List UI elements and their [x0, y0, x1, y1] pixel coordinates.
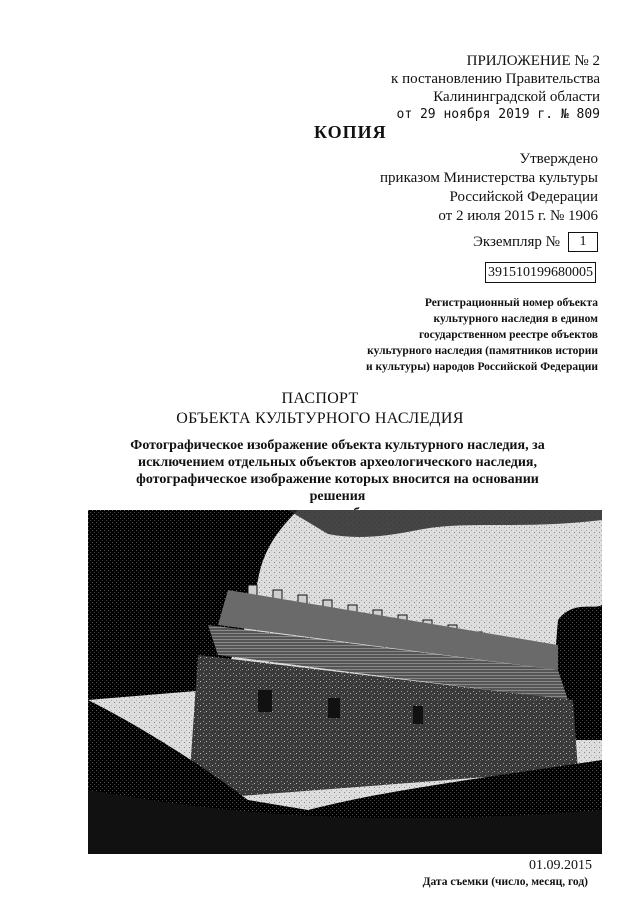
- registration-number-box: 391510199680005: [485, 262, 596, 283]
- appendix-line-2: к постановлению Правительства: [391, 71, 600, 87]
- approval-line-4: от 2 июля 2015 г. № 1906: [438, 208, 598, 224]
- registration-label-line-2: культурного наследия в едином: [433, 313, 598, 325]
- document-title: [0, 389, 640, 429]
- document-title-line-1: ПАСПОРТ: [281, 390, 359, 407]
- appendix-date-line: от 29 ноября 2019 г. № 809: [396, 107, 600, 122]
- photo-description-line-2: исключением отдельных объектов археологического наследия,: [138, 455, 537, 470]
- registration-label-line-5: и культуры) народов Российской Федерации: [366, 361, 598, 373]
- document-title-line-2: ОБЪЕКТА КУЛЬТУРНОГО НАСЛЕДИЯ: [176, 410, 464, 427]
- approval-block: [268, 150, 598, 226]
- appendix-title: ПРИЛОЖЕНИЕ № 2: [466, 53, 600, 69]
- photo-date-label: Дата съемки (число, месяц, год): [422, 876, 588, 888]
- photo-description-line-3: фотографическое изображение которых вносится на основании решения: [136, 472, 539, 504]
- building-photo: [88, 510, 602, 854]
- appendix-line-3: Калининградской области: [433, 89, 600, 105]
- copy-number-box: 1: [568, 232, 598, 252]
- photo-description-line-1: Фотографическое изображение объекта культурного наследия, за: [130, 438, 545, 453]
- copy-stamp: КОПИЯ: [314, 122, 387, 142]
- registration-label: [298, 295, 598, 375]
- approval-line-1: Утверждено: [519, 151, 598, 167]
- registration-label-line-4: культурного наследия (памятников истории: [367, 345, 598, 357]
- approval-line-2: приказом Министерства культуры: [380, 170, 598, 186]
- registration-label-line-3: государственном реестре объектов: [418, 329, 598, 341]
- registration-label-line-1: Регистрационный номер объекта: [424, 297, 598, 309]
- approval-line-3: Российской Федерации: [449, 189, 598, 205]
- copy-number-label: Экземпляр №: [472, 233, 560, 250]
- building-photo-image: [88, 510, 602, 854]
- copy-number-row: [473, 232, 598, 252]
- appendix-block: [270, 52, 600, 124]
- photo-date: 01.09.2015: [529, 858, 592, 873]
